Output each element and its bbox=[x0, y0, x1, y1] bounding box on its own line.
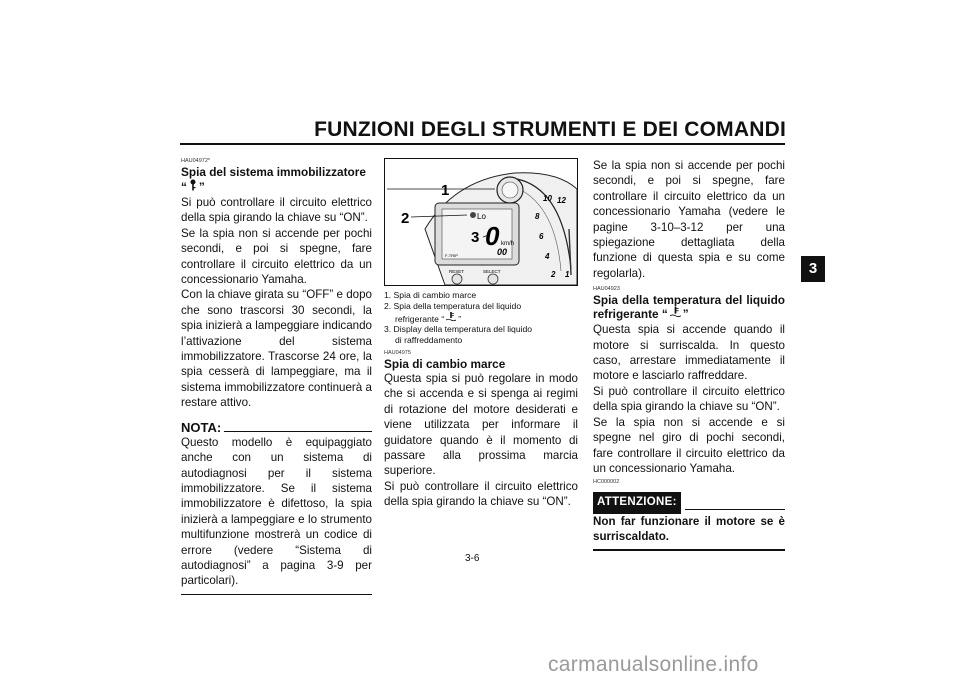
instrument-panel-figure bbox=[384, 158, 578, 286]
paragraph: Si può controllare il circuito elettrico della spia girando la chiave su “ON”. bbox=[593, 384, 785, 414]
instrument-cluster-illustration bbox=[385, 159, 577, 285]
page-number: 3-6 bbox=[465, 553, 480, 564]
section-code: HAU04975 bbox=[384, 349, 411, 356]
section-code: HAU04923 bbox=[593, 286, 620, 293]
note-text: Questo modello è equipaggiato anche con un sistema di autodiagnosi per il sistema immobilizzatore. Se il sistema immobilizzatore è difettoso, la spia inizierà a lampeggiare e lo strumento multifunzione mostrerà un codice di errore (vedere “Sistema di autodiagnosi” a pagina 3-9 per particolari). bbox=[181, 435, 372, 588]
display-unit: km/h bbox=[501, 241, 515, 247]
paragraph: Questa spia si accende quando il motore si surriscalda. In questo caso, arrestare immediatamente il motore e lasciarlo raffreddare. bbox=[593, 323, 785, 383]
right-column bbox=[593, 158, 785, 551]
display-lo: Lo bbox=[477, 212, 486, 221]
display-gear: 0 bbox=[485, 221, 500, 251]
note-label: NOTA: bbox=[181, 419, 222, 435]
paragraph: Si può controllare il circuito elettrico della spia girando la chiave su “ON”. bbox=[181, 196, 372, 225]
section-heading-immobilizer: Spia del sistema immobilizzatore bbox=[181, 165, 366, 179]
section-heading-coolant: Spia della temperatura del liquido refrigerante “ ” bbox=[593, 293, 785, 322]
paragraph: Se la spia non si accende per pochi secondi, e poi si spegne, fare controllare il circuito elettrico da un concessionario Yamaha. bbox=[181, 226, 372, 287]
attention-header bbox=[593, 492, 785, 513]
attention-label: ATTENZIONE: bbox=[593, 492, 681, 513]
caption-item: di raffreddamento bbox=[395, 335, 463, 346]
chapter-tab: 3 bbox=[801, 256, 825, 282]
coolant-temperature-icon bbox=[444, 312, 458, 325]
tach-tick: 4 bbox=[545, 252, 550, 261]
select-button bbox=[488, 274, 498, 284]
paragraph: Se la spia non si accende per pochi secondi, e poi si spegne, fare controllare il circuito elettrico da un concessionario Yamaha (vedere le pagine 3-10–3-12 per una spiegazione dettagliata della funzione di questa spia e su come regolarla). bbox=[593, 159, 785, 280]
display-ftrip: F-TRIP bbox=[445, 253, 458, 258]
display-small: 00 bbox=[497, 247, 508, 257]
title-rule bbox=[180, 143, 785, 145]
attention-end-rule bbox=[593, 549, 785, 551]
caption-item: 3. Display della temperatura del liquido bbox=[384, 324, 533, 335]
paragraph: Si può controllare il circuito elettrico della spia girando la chiave su “ON”. bbox=[384, 479, 578, 509]
key-icon bbox=[187, 179, 199, 195]
tach-tick: 1 bbox=[565, 270, 570, 279]
tach-tick: 10 bbox=[543, 194, 552, 203]
callout-2: 2 bbox=[401, 210, 410, 227]
paragraph: Con la chiave girata su “OFF” e dopo che sono trascorsi 30 secondi, la spia inizierà a lampeggiare indicando l’attivazione del sistema immobilizzatore. Trascorse 24 ore, la spia cesserà di lampeggiare, ma il sistema immobilizzatore continuerà a restare attivo. bbox=[181, 288, 372, 410]
tach-tick: 12 bbox=[557, 196, 566, 205]
page-title: FUNZIONI DEGLI STRUMENTI E DEI COMANDI bbox=[314, 118, 786, 141]
tach-tick: 8 bbox=[535, 212, 540, 221]
watermark: carmanualsonline.info bbox=[548, 653, 759, 676]
select-label: SELECT bbox=[483, 269, 501, 274]
attention-text: Non far funzionare il motore se è surriscaldato. bbox=[593, 514, 785, 544]
note-header bbox=[181, 421, 372, 435]
note-rule bbox=[224, 431, 372, 432]
reset-button bbox=[452, 274, 462, 284]
callout-1: 1 bbox=[441, 182, 450, 199]
tach-tick: 6 bbox=[539, 232, 544, 241]
caption-item: 2. Spia della temperatura del liquido bbox=[384, 300, 522, 311]
section-code: HC000002 bbox=[593, 479, 620, 486]
section-heading-shift-light: Spia di cambio marce bbox=[384, 356, 506, 371]
coolant-temperature-icon bbox=[668, 307, 683, 322]
caption-item: refrigerante “ ” bbox=[395, 313, 462, 324]
middle-column bbox=[384, 158, 578, 510]
note-end-rule bbox=[181, 594, 372, 595]
tach-tick: 2 bbox=[551, 270, 556, 279]
attention-rule bbox=[685, 509, 785, 510]
paragraph: Se la spia non si accende e si spegne nel giro di pochi secondi, fare controllare il circuito elettrico da un concessionario Yamaha. bbox=[593, 415, 785, 475]
figure-captions bbox=[384, 290, 578, 346]
heading-icon-line: “ ” bbox=[181, 180, 205, 194]
paragraph: Questa spia si può regolare in modo che si accenda e si spenga ai regimi di rotazione del motore desiderati e viene utilizzata per informare il guidatore quando è il momento di passare alla prossima marcia superiore. bbox=[384, 371, 578, 478]
section-code: HAU04972* bbox=[181, 158, 211, 164]
left-column bbox=[181, 158, 372, 595]
caption-item: 1. Spia di cambio marce bbox=[384, 290, 477, 300]
reset-label: RESET bbox=[449, 269, 465, 274]
callout-3: 3 bbox=[471, 229, 480, 246]
